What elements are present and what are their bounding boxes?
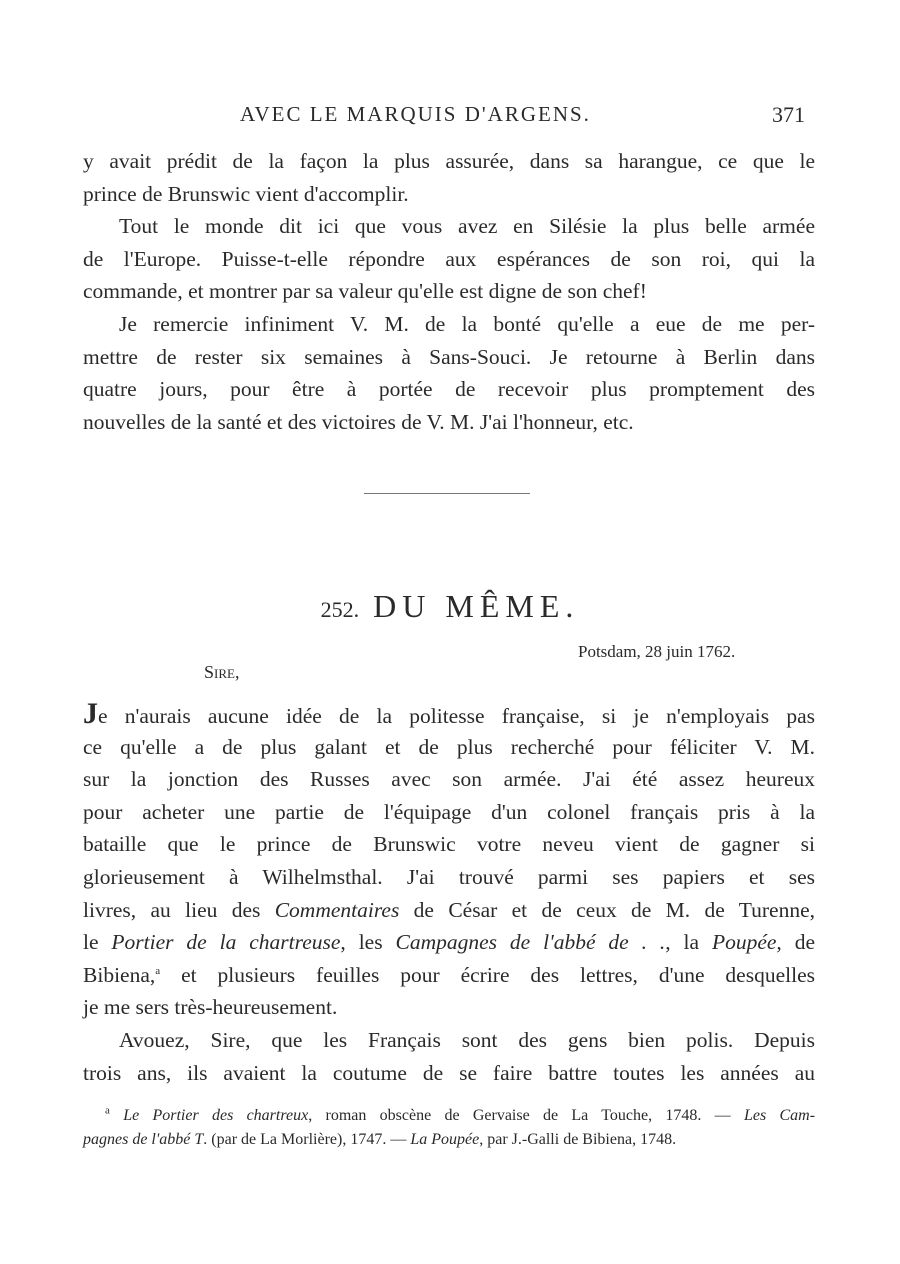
- text-line: [83, 210, 815, 243]
- italic-title: Commentaires: [274, 897, 400, 922]
- text-line: [83, 731, 815, 764]
- letter-body: [83, 698, 815, 1089]
- text-run: et plusieurs feuilles pour écrire des lettres, d'une desquelles: [160, 962, 815, 987]
- text-line: [83, 959, 815, 992]
- text-line: [83, 275, 815, 308]
- text-run: mettre de rester six semaines à Sans-Souci. Je retourne à Berlin dans: [83, 344, 815, 369]
- text-line: [83, 1057, 815, 1090]
- italic-title: Le Portier des chartreux: [123, 1107, 309, 1124]
- running-head: AVEC LE MARQUIS D'ARGENS.: [240, 102, 591, 126]
- text-line: [83, 1024, 815, 1057]
- text-run: prince de Brunswic vient d'accomplir.: [83, 181, 409, 206]
- text-run: de César et de ceux de M. de Turenne,: [399, 897, 816, 922]
- footnote-marker: a: [155, 964, 161, 977]
- text-run: . (par de La Morlière), 1747. —: [203, 1131, 411, 1148]
- text-line: [83, 796, 815, 829]
- text-line: [83, 926, 815, 959]
- text-line: [83, 861, 815, 894]
- text-run: commande, et montrer par sa valeur qu'elle est digne de son chef!: [83, 279, 647, 304]
- text-run: je me sers très-heureusement.: [83, 995, 338, 1020]
- italic-title: Les Cam-: [743, 1107, 816, 1124]
- text-run: ce qu'elle a de plus galant et de plus recherché pour féliciter V. M.: [83, 734, 815, 759]
- text-run: de: [781, 930, 815, 955]
- text-run: nouvelles de la santé et des victoires de V. M. J'ai l'honneur, etc.: [83, 409, 634, 434]
- salutation: Sire,: [204, 662, 240, 682]
- text-run: le: [83, 930, 112, 955]
- letter-date: Potsdam, 28 juin 1762.: [578, 642, 736, 661]
- italic-title: pagnes de l'abbé T: [83, 1131, 204, 1148]
- italic-title: Campagnes de l'abbé de . .: [395, 930, 666, 955]
- text-run: , par J.-Galli de Bibiena, 1748.: [479, 1131, 677, 1148]
- text-line: [83, 308, 815, 341]
- text-run: trois ans, ils avaient la coutume de se faire battre toutes les années au: [83, 1060, 815, 1085]
- text-run: Avouez, Sire, que les Français sont des gens bien polis. Depuis: [119, 1027, 815, 1052]
- previous-letter-ending: [83, 145, 815, 438]
- letter-heading: [0, 588, 900, 625]
- text-run: e n'aurais aucune idée de la politesse française, si je n'employais pas: [98, 704, 815, 728]
- italic-title: Poupée,: [711, 930, 782, 955]
- text-line: [83, 828, 815, 861]
- text-line: [83, 894, 815, 927]
- text-run: [110, 1107, 123, 1124]
- text-run: Bibiena,: [83, 962, 156, 987]
- text-run: pour acheter une partie de l'équipage d'un colonel français pris à la: [83, 799, 815, 824]
- text-run: y avait prédit de la façon la plus assurée, dans sa harangue, ce que le: [83, 149, 815, 173]
- text-line: [83, 406, 815, 439]
- italic-title: Portier de la chartreuse: [111, 930, 341, 955]
- text-line: [83, 991, 815, 1024]
- letter-number: 252.: [320, 597, 360, 622]
- text-line: [83, 341, 815, 374]
- initial-letter: J: [83, 697, 98, 730]
- italic-title: La Poupée: [410, 1131, 480, 1148]
- text-line: [83, 698, 815, 731]
- text-line: [83, 1104, 815, 1128]
- text-line: [83, 178, 815, 211]
- text-run: de l'Europe. Puisse-t-elle répondre aux espérances de son roi, qui la: [83, 246, 815, 271]
- text-line: [83, 373, 815, 406]
- text-run: Tout le monde dit ici que vous avez en Silésie la plus belle armée: [119, 214, 815, 239]
- text-line: [83, 145, 815, 178]
- section-divider: [364, 493, 530, 494]
- text-line: [83, 763, 815, 796]
- text-run: , les: [340, 930, 396, 955]
- text-run: quatre jours, pour être à portée de recevoir plus promptement des: [83, 377, 815, 402]
- text-run: bataille que le prince de Brunswic votre neveu vient de gagner si: [83, 832, 815, 857]
- text-line: [83, 243, 815, 276]
- footnote: [83, 1104, 815, 1152]
- footnote-marker: a: [105, 1104, 110, 1117]
- page-number: 371: [772, 102, 805, 127]
- text-line: [83, 1128, 815, 1152]
- letter-title: DU MÊME.: [373, 588, 580, 624]
- text-run: , la: [665, 930, 712, 955]
- text-run: , roman obscène de Gervaise de La Touche, 1748. —: [308, 1107, 744, 1124]
- text-run: sur la jonction des Russes avec son armée. J'ai été assez heureux: [83, 767, 815, 792]
- text-run: Je remercie infiniment V. M. de la bonté qu'elle a eue de me per-: [119, 311, 815, 336]
- text-run: glorieusement à Wilhelmsthal. J'ai trouvé parmi ses papiers et ses: [83, 864, 815, 889]
- text-run: livres, au lieu des: [83, 897, 275, 922]
